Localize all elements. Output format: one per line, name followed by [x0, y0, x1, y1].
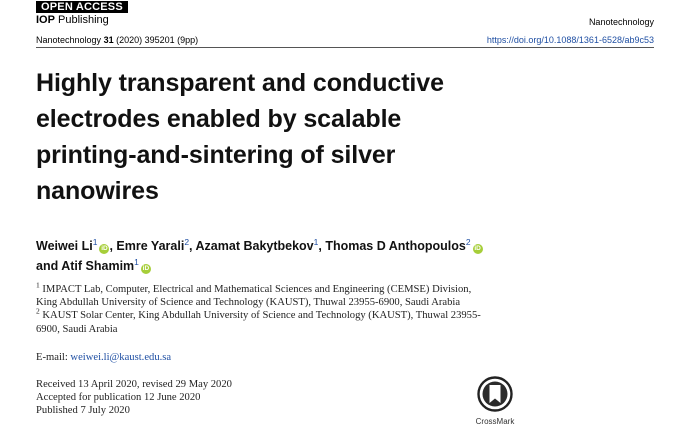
crossmark-label: CrossMark [475, 417, 515, 426]
author-separator: , [318, 239, 326, 253]
author-name[interactable]: Emre Yarali [116, 239, 185, 253]
crossmark-icon [477, 376, 513, 412]
affiliation-ref[interactable]: 2 [465, 236, 471, 247]
email-link[interactable]: weiwei.li@kaust.edu.sa [70, 352, 172, 363]
received-date: Received 13 April 2020, revised 29 May 2020 [36, 379, 232, 390]
affiliation-number: 1 [36, 280, 40, 290]
publication-dates [36, 379, 232, 417]
affiliation-1 [36, 280, 536, 296]
affiliation-ref[interactable]: 1 [134, 256, 139, 267]
affiliation-2-cont: 6900, Saudi Arabia [36, 323, 118, 335]
crossmark-button[interactable] [465, 376, 525, 426]
affiliation-ref[interactable]: 2 [184, 236, 190, 247]
author-name[interactable]: Thomas D Anthopoulos [325, 239, 466, 253]
author-name[interactable]: Weiwei Li [36, 239, 93, 253]
affiliation-text: KAUST Solar Center, King Abdullah University of Science and Technology (KAUST), Thuwal 23955- [39, 310, 481, 322]
publisher-logo [36, 14, 109, 27]
citation-line [36, 35, 198, 45]
citation-pages: (2020) 395201 (9pp) [113, 35, 199, 45]
author-list [36, 236, 596, 276]
title-line-3: printing-and-sintering of silver [36, 141, 396, 169]
author-line-1 [36, 236, 596, 256]
affiliation-2 [36, 306, 536, 322]
author-line-2 [36, 256, 596, 276]
title-line-4: nanowires [36, 177, 159, 205]
affiliation-ref[interactable]: 1 [313, 236, 319, 247]
affiliation-ref[interactable]: 1 [92, 236, 98, 247]
published-date: Published 7 July 2020 [36, 404, 130, 416]
citation-journal: Nanotechnology [36, 35, 104, 45]
author-separator: , [189, 239, 196, 253]
affiliations [36, 280, 536, 336]
paper-title [36, 65, 656, 209]
affiliation-1-cont: King Abdullah University of Science and Technology (KAUST), Thuwal 23955-6900, Saudi Arabia [36, 297, 461, 309]
affiliation-number: 2 [36, 306, 40, 316]
orcid-icon[interactable]: iD [101, 245, 108, 252]
open-access-badge: OPEN ACCESS [36, 1, 128, 13]
publisher-logo-bold: IOP [36, 14, 55, 26]
author-name[interactable]: Azamat Bakytbekov [195, 239, 314, 253]
journal-name: Nanotechnology [588, 17, 654, 27]
author-name[interactable]: and Atif Shamim [36, 259, 135, 273]
accepted-date: Accepted for publication 12 June 2020 [36, 391, 201, 403]
contact-email [36, 352, 171, 363]
author-separator: , [109, 239, 117, 253]
email-label: E-mail: [36, 352, 71, 363]
doi-link[interactable]: https://doi.org/10.1088/1361-6528/ab9c53 [486, 35, 654, 45]
affiliation-text: IMPACT Lab, Computer, Electrical and Mathematical Sciences and Engineering (CEMSE) Division, [39, 284, 472, 295]
orcid-icon[interactable]: iD [474, 245, 481, 252]
citation-volume: 31 [103, 35, 114, 45]
title-line-2: electrodes enabled by scalable [36, 105, 402, 133]
title-line-1: Highly transparent and conductive [36, 69, 444, 97]
header-divider [36, 47, 654, 48]
publisher-logo-rest: Publishing [54, 14, 109, 26]
orcid-icon[interactable]: iD [142, 265, 150, 272]
